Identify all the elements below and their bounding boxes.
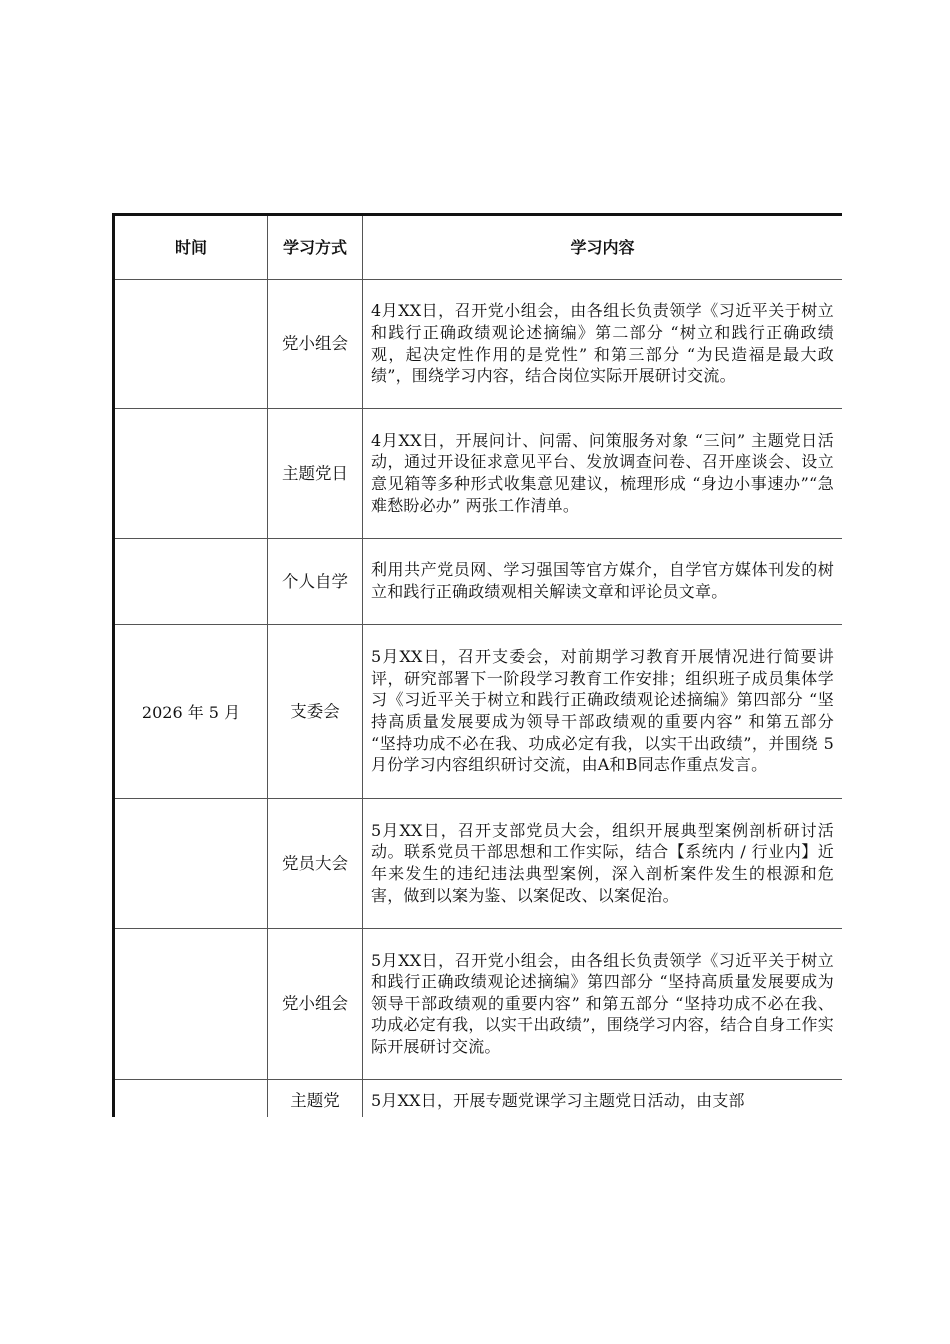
method-cell: 主题党	[268, 1080, 363, 1118]
method-cell: 主题党日	[268, 409, 363, 539]
table-row	[114, 799, 843, 929]
time-cell	[114, 799, 268, 929]
content-cell: 5月XX日，召开支部党员大会，组织开展典型案例剖析研讨活动。联系党员干部思想和工作实际，结合【系统内 / 行业内】近年来发生的违纪违法典型案例，深入剖析案件发生的根源和危害，做到以案为鉴、以案促改、以案促治。	[363, 799, 843, 929]
study-plan-table	[112, 213, 842, 1117]
table-row	[114, 409, 843, 539]
time-cell	[114, 280, 268, 409]
content-cell: 5月XX日，开展专题党课学习主题党日活动，由支部	[363, 1080, 843, 1118]
header-method: 学习方式	[268, 215, 363, 280]
time-cell	[114, 1080, 268, 1118]
time-cell	[114, 539, 268, 625]
table-row	[114, 1080, 843, 1118]
time-cell	[114, 929, 268, 1080]
method-cell: 党小组会	[268, 280, 363, 409]
method-cell: 支委会	[268, 625, 363, 799]
content-cell: 4月XX日，开展问计、问需、问策服务对象 “三问” 主题党日活动，通过开设征求意见平台、发放调查问卷、召开座谈会、设立意见箱等多种形式收集意见建议，梳理形成 “身边小事速办”“急难愁盼必办” 两张工作清单。	[363, 409, 843, 539]
content-cell: 5月XX日，召开支委会，对前期学习教育开展情况进行简要讲评，研究部署下一阶段学习教育工作安排；组织班子成员集体学习《习近平关于树立和践行正确政绩观论述摘编》第四部分 “坚持高质量发展要成为领导干部政绩观的重要内容” 和第五部分 “坚持功成不必在我、功成必定有我，以实干出政绩”，并围绕 5 月份学习内容组织研讨交流，由A和B同志作重点发言。	[363, 625, 843, 799]
method-cell: 党小组会	[268, 929, 363, 1080]
table-row	[114, 539, 843, 625]
method-cell: 个人自学	[268, 539, 363, 625]
content-cell: 5月XX日，召开党小组会，由各组长负责领学《习近平关于树立和践行正确政绩观论述摘编》第四部分 “坚持高质量发展要成为领导干部政绩观的重要内容” 和第五部分 “坚持功成不必在我、功成必定有我，以实干出政绩”，围绕学习内容，结合自身工作实际开展研讨交流。	[363, 929, 843, 1080]
time-cell	[114, 409, 268, 539]
table-row	[114, 929, 843, 1080]
study-plan-table-container	[112, 213, 842, 1117]
table-header-row	[114, 215, 843, 280]
table-row	[114, 625, 843, 799]
table-row	[114, 280, 843, 409]
content-cell: 4月XX日，召开党小组会，由各组长负责领学《习近平关于树立和践行正确政绩观论述摘编》第二部分 “树立和践行正确政绩观，起决定性作用的是党性” 和第三部分 “为民造福是最大政绩”，围绕学习内容，结合岗位实际开展研讨交流。	[363, 280, 843, 409]
month-cell: 2026 年 5 月	[114, 625, 268, 799]
header-content: 学习内容	[363, 215, 843, 280]
header-time: 时间	[114, 215, 268, 280]
method-cell: 党员大会	[268, 799, 363, 929]
content-cell: 利用共产党员网、学习强国等官方媒介，自学官方媒体刊发的树立和践行正确政绩观相关解读文章和评论员文章。	[363, 539, 843, 625]
